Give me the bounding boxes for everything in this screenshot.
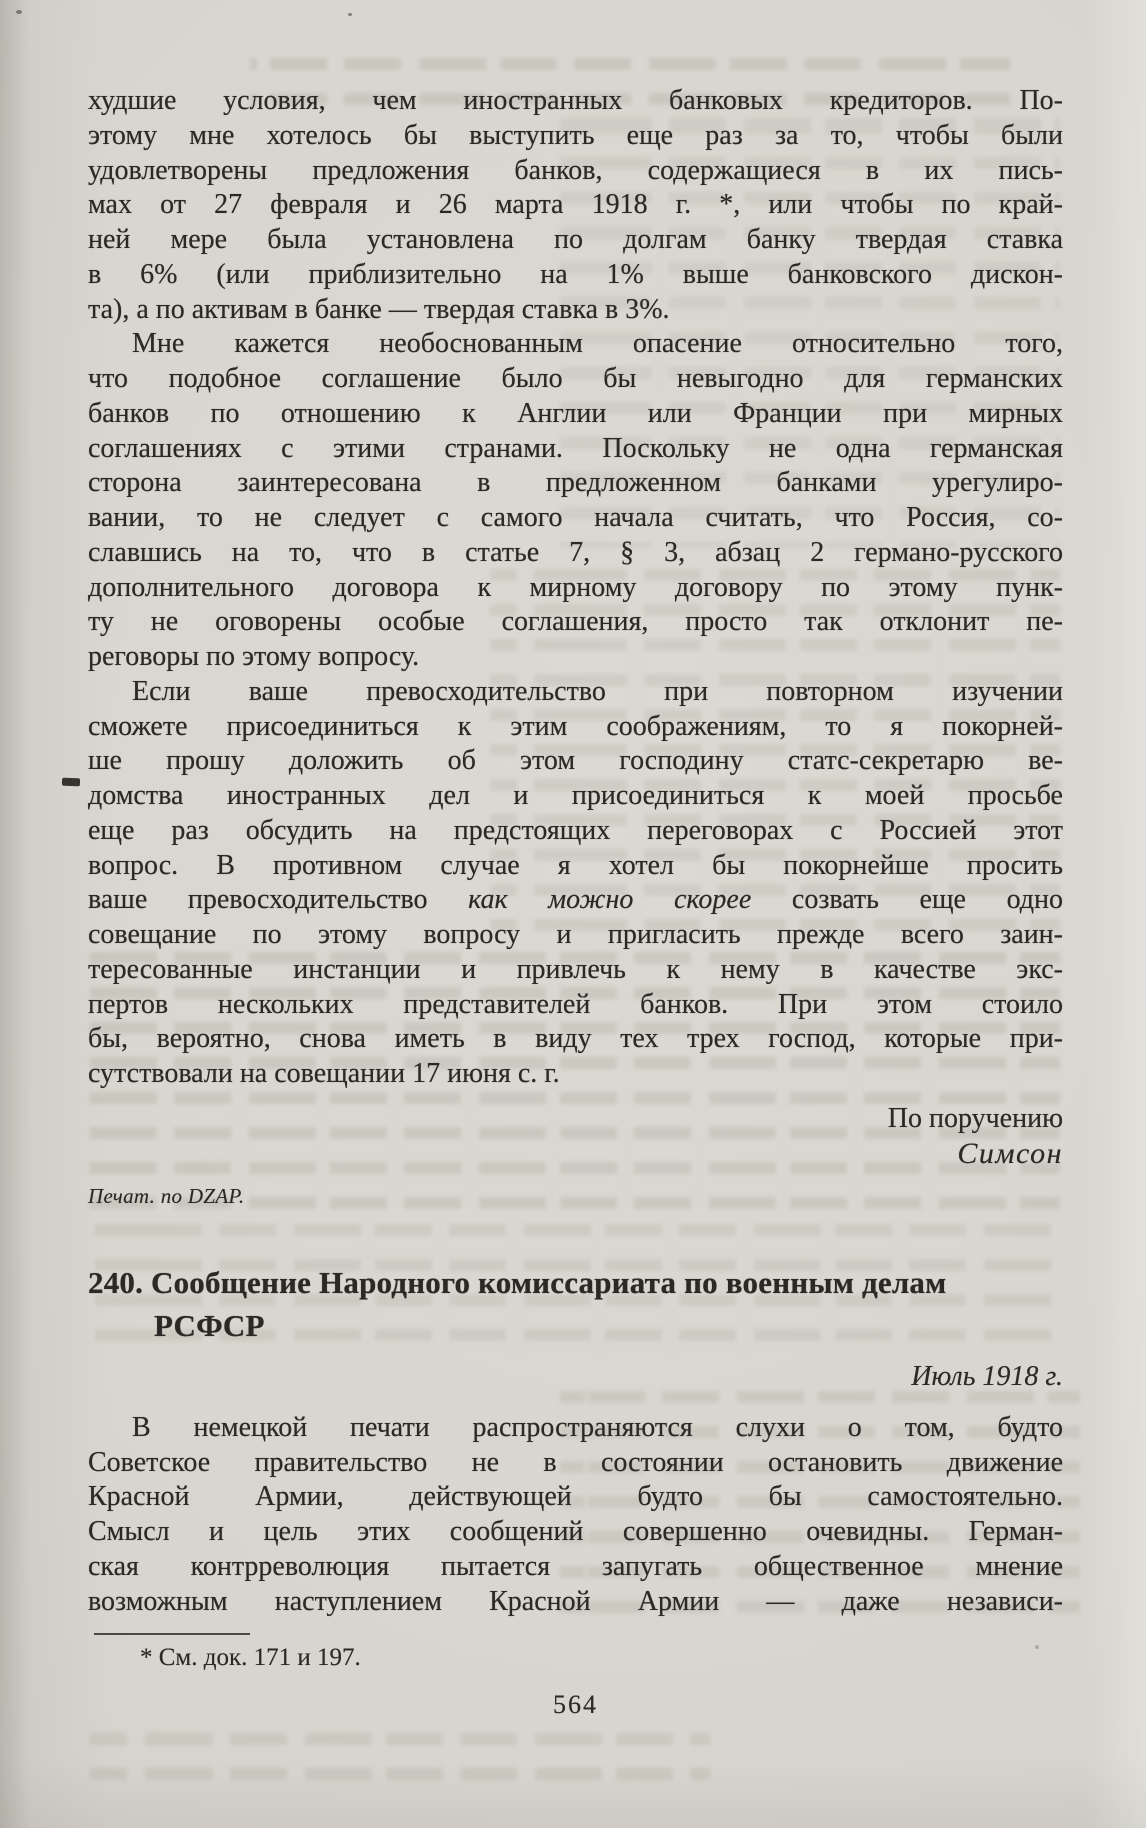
scan-speck [16, 10, 22, 14]
text-line: сторона заинтересована в предложенном банками урегулиро- [88, 467, 1063, 499]
text-column [88, 84, 1063, 1720]
text-line: в 6% (или приблизительно на 1% выше банковского дискон- [88, 258, 1063, 290]
text-line: удовлетворены предложения банков, содержащиеся в их пись- [88, 154, 1063, 186]
text-line: В немецкой печати распространяются слухи о том, будто [132, 1411, 1063, 1443]
text-line: вопрос. В противном случае я хотел бы покорнейше просить [88, 849, 1063, 881]
text-line: домства иностранных дел и присоединиться к моей просьбе [88, 780, 1063, 811]
source-note: Печат. по DZAP. [88, 1183, 245, 1208]
text-line: Мне кажется необоснованным опасение относительно того, [132, 328, 1063, 360]
ink-smudge [62, 778, 80, 787]
heading-line: 240. Сообщение Народного комиссариата по военным делам [88, 1264, 947, 1300]
text-line: возможным наступлением Красной Армии — даже независи- [88, 1585, 1063, 1617]
text-line: этому мне хотелось бы выступить еще раз за то, чтобы были [88, 119, 1063, 151]
text-line: Если ваше превосходительство при повторном изучении [132, 675, 1063, 707]
text-line: соглашениях с этими странами. Поскольку не одна германская [88, 432, 1063, 464]
bleedthrough-texture [90, 1730, 710, 1782]
text-line: ваше превосходительство как можно скорее созвать еще одно [88, 884, 1063, 916]
text-line: тересованные инстанции и привлечь к нему в качестве экс- [88, 953, 1063, 985]
footnote-separator [94, 1633, 250, 1635]
text-line: что подобное соглашение было бы невыгодно для германских [88, 363, 1063, 394]
text-line: та), а по активам в банке — твердая ставка в 3%. [88, 293, 670, 325]
doc-239-body-text [88, 84, 1063, 1092]
text-line: Смысл и цель этих сообщений совершенно очевидны. Герман- [88, 1516, 1063, 1547]
doc-240-body-text [88, 1411, 1063, 1620]
paragraph [88, 1411, 1063, 1620]
text-line: худшие условия, чем иностранных банковых кредиторов. По- [88, 85, 1063, 116]
text-line: Советское правительство не в состоянии остановить движение [88, 1446, 1063, 1478]
text-line: пертов нескольких представителей банков. При этом стоило [88, 988, 1063, 1020]
footnote: * См. док. 171 и 197. [140, 1644, 361, 1672]
text-line: совещание по этому вопросу и пригласить прежде всего заин- [88, 919, 1063, 950]
text-line: бы, вероятно, снова иметь в виду тех трех господ, которые при- [88, 1023, 1063, 1055]
text-line: сутствовали на совещании 17 июня с. г. [88, 1058, 560, 1089]
text-line: банков по отношению к Англии или Франции при мирных [88, 397, 1063, 429]
doc-240-date: Июль 1918 г. [911, 1360, 1063, 1392]
text-line: славшись на то, что в статье 7, § 3, абзац 2 германо-русского [88, 536, 1063, 568]
signature-name: Симсон [957, 1136, 1063, 1170]
text-line: Красной Армии, действующей будто бы самостоятельно. [88, 1481, 1063, 1513]
text-line: сможете присоединиться к этим соображениям, то я покорней- [88, 710, 1063, 742]
text-line: дополнительного договора к мирному договору по этому пунк- [88, 571, 1063, 603]
text-line: ская контрреволюция пытается запугать общественное мнение [88, 1550, 1063, 1582]
paragraph [88, 84, 1063, 327]
text-line: мах от 27 февраля и 26 марта 1918 г. *, или чтобы по край- [88, 189, 1063, 221]
text-line: ней мере была установлена по долгам банку твердая ставка [88, 224, 1063, 255]
doc-240-heading [88, 1261, 1063, 1347]
emphasized-text: как можно скорее [468, 884, 752, 916]
signature-block [88, 1102, 1063, 1172]
paragraph [88, 675, 1063, 1092]
text-line: вании, то не следует с самого начала считать, что Россия, со- [88, 502, 1063, 533]
page-number: 564 [553, 1690, 598, 1720]
text-line: ше прошу доложить об этом господину статс-секретарю ве- [88, 745, 1063, 777]
text-line: ту не оговорены особые соглашения, просто так отклонит пе- [88, 606, 1063, 638]
paragraph [88, 327, 1063, 675]
text-line: реговоры по этому вопросу. [88, 641, 420, 672]
text-line: еще раз обсудить на предстоящих переговорах с Россией этот [88, 814, 1063, 846]
signature-role: По поручению [887, 1102, 1063, 1134]
scan-speck [348, 13, 352, 16]
heading-line: РСФСР [154, 1307, 265, 1343]
